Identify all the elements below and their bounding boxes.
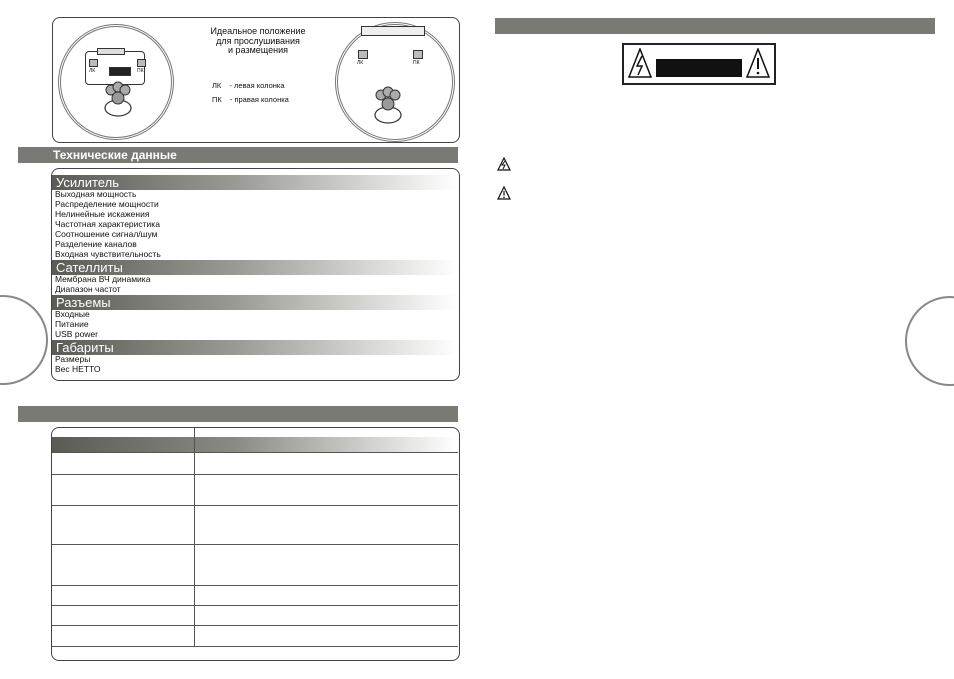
table-row-line	[52, 452, 458, 453]
spec-row: Частотная характеристика	[55, 219, 160, 229]
caution-black-panel	[656, 59, 742, 77]
section-dimensions: Габариты	[52, 340, 458, 355]
label-lk-left: ЛК	[89, 68, 96, 74]
label-pk-left: ПК	[137, 68, 144, 74]
section-connectors: Разъемы	[52, 295, 458, 310]
section-satellites: Сателлиты	[52, 260, 458, 275]
safety-header-bar	[495, 18, 935, 34]
section-amplifier: Усилитель	[52, 175, 458, 190]
spec-row: Выходная мощность	[55, 189, 137, 199]
monitor-right	[361, 26, 425, 36]
exclamation-small-icon	[497, 186, 511, 200]
placement-caption: Идеальное положение для прослушивания и размещения	[210, 26, 306, 55]
exclamation-warning-icon	[746, 48, 770, 78]
spec-row: Соотношение сигнал/шум	[55, 229, 158, 239]
table-header-row	[52, 437, 458, 452]
speaker-left-l	[89, 59, 98, 67]
speaker-right-l	[358, 50, 368, 59]
lightning-warning-icon	[628, 48, 652, 78]
label-lk-right: ЛК	[357, 60, 364, 66]
table-row-line	[52, 585, 458, 586]
placement-diagram	[52, 17, 460, 143]
legend-pk: ПК - правая колонка	[212, 95, 289, 104]
tech-header-title: Технические данные	[53, 148, 177, 162]
spec-row: Нелинейные искажения	[55, 209, 150, 219]
spec-row: USB power	[55, 329, 98, 339]
table-row-line	[52, 544, 458, 545]
spec-row: Питание	[55, 319, 89, 329]
speaker-right-r	[413, 50, 423, 59]
table-row-line	[52, 505, 458, 506]
listener-right-icon	[371, 83, 405, 125]
spec-row: Распределение мощности	[55, 199, 159, 209]
lightning-small-icon	[497, 157, 511, 171]
legend-lk: ЛК - левая колонка	[212, 81, 285, 90]
label-pk-right: ПК	[413, 60, 420, 66]
table-row-line	[52, 605, 458, 606]
page-tab-right	[905, 296, 954, 386]
table-column-divider	[194, 428, 195, 646]
speaker-left-r	[137, 59, 146, 67]
caution-banner	[622, 43, 776, 85]
spec-row: Мембрана ВЧ динамика	[55, 274, 151, 284]
listener-left-icon	[101, 78, 135, 118]
monitor-left	[97, 48, 125, 55]
table-row-line	[52, 625, 458, 626]
spec-row: Входная чувствительность	[55, 249, 161, 259]
troubleshooting-header-bar	[18, 406, 458, 422]
subwoofer-left	[109, 67, 131, 76]
spec-row: Диапазон частот	[55, 284, 121, 294]
spec-row: Входные	[55, 309, 90, 319]
spec-row: Вес НЕТТО	[55, 364, 101, 374]
spec-row: Размеры	[55, 354, 91, 364]
tech-header-bar	[18, 147, 458, 163]
table-row-line	[52, 646, 458, 647]
page-tab-left	[0, 295, 48, 385]
spec-row: Разделение каналов	[55, 239, 137, 249]
table-row-line	[52, 474, 458, 475]
